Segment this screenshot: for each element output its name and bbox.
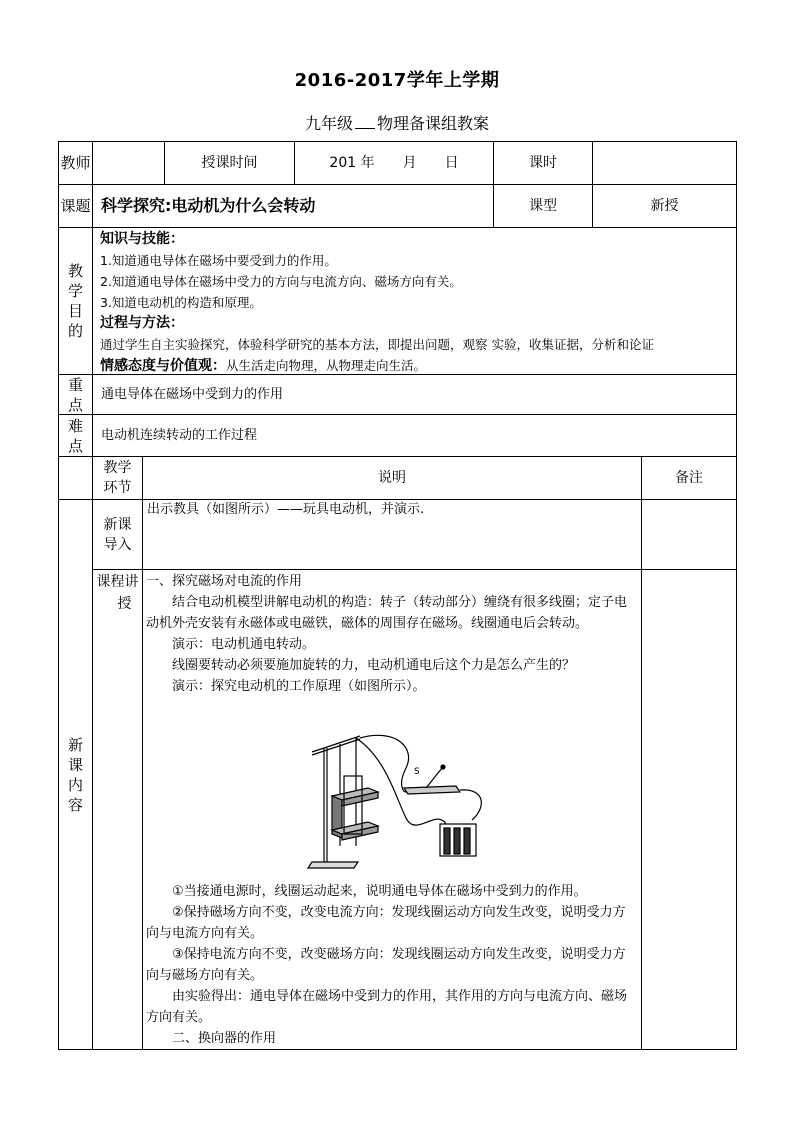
section-heading: 二、换向器的作用 bbox=[172, 1031, 277, 1046]
objectives-label: 教学目的 bbox=[67, 262, 83, 340]
knowledge-item: 2.知道通电导体在磁场中受力的方向与电流方向、磁场方向有关。 bbox=[100, 274, 462, 289]
lecture-paragraph: 线圈要转动必须要施加旋转的力，电动机通电后这个力是怎么产生的？ bbox=[172, 658, 576, 673]
results-content bbox=[146, 881, 638, 1049]
topic-value: 科学探究:电动机为什么会转动 bbox=[101, 196, 316, 215]
notes-header: 备注 bbox=[675, 470, 703, 486]
attitude-text: 从生活走向物理，从物理走向生活。 bbox=[226, 358, 427, 373]
topic-label: 课题 bbox=[60, 197, 91, 215]
lecture-paragraph: 演示：电动机通电转动。 bbox=[172, 637, 316, 652]
process-text: 通过学生自主实验探究，体验科学研究的基本方法，即提出问题，观察 实验，收集证据，分析和论证 bbox=[100, 337, 654, 352]
content-label: 新课内容 bbox=[67, 735, 83, 814]
type-label: 课型 bbox=[529, 198, 557, 214]
objectives-content bbox=[100, 228, 734, 374]
result-paragraph: ①当接通电源时，线圈运动起来，说明通电导体在磁场中受到力的作用。 bbox=[172, 884, 587, 899]
difficulty-label: 难点 bbox=[67, 416, 83, 455]
knowledge-item: 1.知道通电导体在磁场中要受到力的作用。 bbox=[100, 253, 337, 268]
hours-value bbox=[593, 142, 736, 184]
teacher-label: 教师 bbox=[60, 154, 91, 172]
lecture-content bbox=[146, 571, 638, 697]
difficulty-value: 电动机连续转动的工作过程 bbox=[101, 427, 258, 443]
teacher-value bbox=[93, 142, 164, 184]
grade-text: 九年级 bbox=[304, 114, 353, 133]
intro-stage: 新课导入 bbox=[103, 516, 132, 553]
attitude-heading: 情感态度与价值观： bbox=[100, 358, 226, 374]
lecture-paragraph: 演示：探究电动机的工作原理（如图所示）。 bbox=[172, 679, 426, 694]
type-value: 新授 bbox=[650, 198, 679, 214]
intro-text: 出示教具（如图所示）——玩具电动机，并演示. bbox=[147, 502, 425, 517]
description-header: 说明 bbox=[378, 470, 406, 486]
section-heading: 一、探究磁场对电流的作用 bbox=[146, 574, 303, 589]
blank-underline bbox=[355, 114, 375, 129]
group-text: 物理备课组教案 bbox=[377, 114, 490, 133]
knowledge-item: 3.知道电动机的构造和原理。 bbox=[100, 295, 262, 310]
lecture-paragraph: 结合电动机模型讲解电动机的构造：转子（转动部分）缠绕有很多线圈；定子电动机外壳安装有永磁体或电磁铁，磁体的周围存在磁场。线圈通电后会转动。 bbox=[146, 595, 628, 631]
document-subtitle bbox=[0, 111, 794, 134]
switch-label: S bbox=[414, 767, 420, 777]
hours-label: 课时 bbox=[529, 155, 557, 171]
time-value: 201 年 月 日 bbox=[329, 155, 459, 171]
lecture-stage-line: 课程讲 bbox=[96, 574, 139, 590]
experiment-figure bbox=[296, 728, 496, 876]
key-point-value: 通电导体在磁场中受到力的作用 bbox=[101, 386, 284, 402]
result-paragraph: ③保持电流方向不变，改变磁场方向：发现线圈运动方向发生改变，说明受力方向与磁场方向有关。 bbox=[146, 947, 626, 983]
lecture-stage-line: 授 bbox=[117, 596, 132, 612]
result-paragraph: 由实验得出：通电导体在磁场中受到力的作用，其作用的方向与电流方向、磁场方向有关。 bbox=[146, 989, 628, 1025]
result-paragraph: ②保持磁场方向不变，改变电流方向：发现线圈运动方向发生改变，说明受力方向与电流方向有关。 bbox=[146, 905, 626, 941]
process-heading: 过程与方法： bbox=[100, 315, 184, 331]
lecture-stage bbox=[93, 571, 142, 641]
time-label: 授课时间 bbox=[201, 155, 258, 171]
stage-header: 教学环节 bbox=[103, 460, 132, 496]
knowledge-heading: 知识与技能： bbox=[100, 231, 184, 247]
document-title: 2016-2017学年上学期 bbox=[294, 70, 500, 91]
key-point-label: 重点 bbox=[67, 375, 83, 414]
